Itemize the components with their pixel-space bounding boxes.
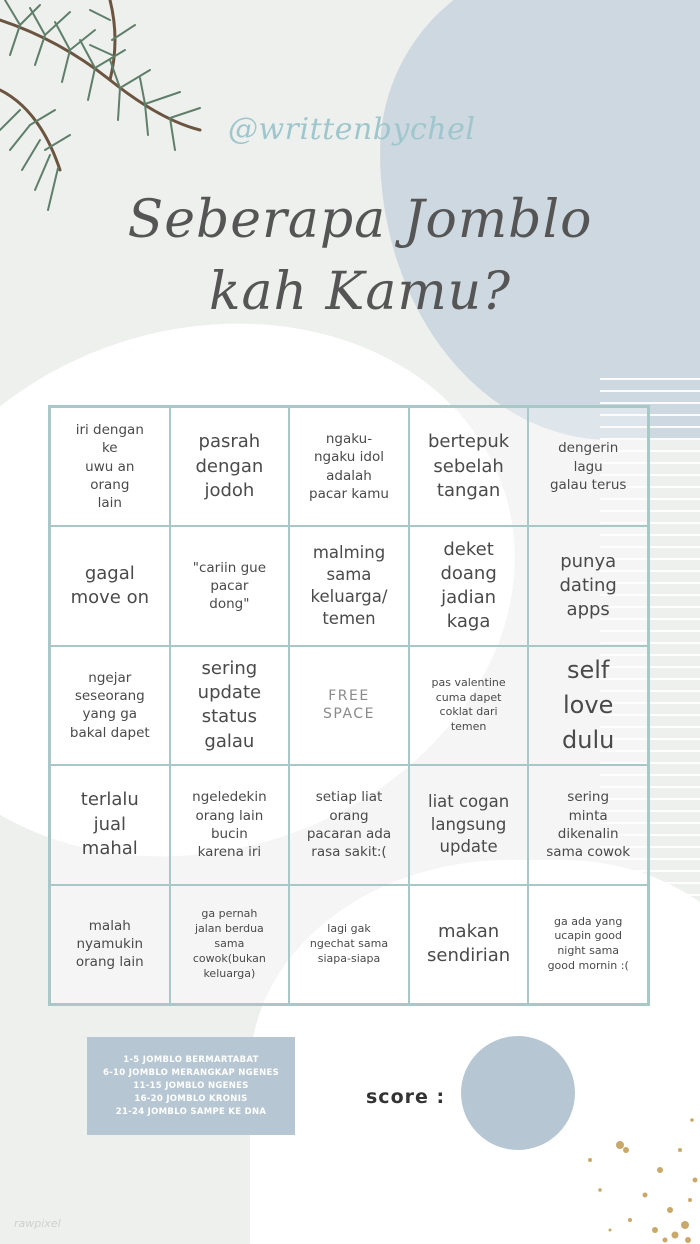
score-circle[interactable]: [461, 1036, 575, 1150]
bingo-cell[interactable]: ga ada yang ucapin good night sama good mornin :(: [528, 885, 648, 1004]
legend-item: 1-5 JOMBLO BERMARTABAT: [123, 1055, 259, 1065]
bingo-cell[interactable]: ngeledekin orang lain bucin karena iri: [170, 765, 290, 884]
legend-item: 16-20 JOMBLO KRONIS: [134, 1094, 248, 1104]
page-title-line-2: kah Kamu?: [208, 262, 512, 322]
bingo-cell[interactable]: iri dengan ke uwu an orang lain: [50, 407, 170, 526]
bingo-cell[interactable]: ga pernah jalan berdua sama cowok(bukan keluarga): [170, 885, 290, 1004]
bingo-cell[interactable]: liat cogan langsung update: [409, 765, 529, 884]
bingo-cell[interactable]: gagal move on: [50, 526, 170, 645]
bingo-cell[interactable]: dengerin lagu galau terus: [528, 407, 648, 526]
bingo-cell[interactable]: pas valentine cuma dapet coklat dari temen: [409, 646, 529, 765]
bingo-cell[interactable]: sering update status galau: [170, 646, 290, 765]
bingo-cell[interactable]: pasrah dengan jodoh: [170, 407, 290, 526]
gold-glitter-decoration: [560, 1100, 700, 1244]
bingo-cell[interactable]: sering minta dikenalin sama cowok: [528, 765, 648, 884]
legend-item: 21-24 JOMBLO SAMPE KE DNA: [115, 1107, 267, 1117]
bingo-cell[interactable]: makan sendirian: [409, 885, 529, 1004]
bingo-cell[interactable]: punya dating apps: [528, 526, 648, 645]
bingo-cell[interactable]: deket doang jadian kaga: [409, 526, 529, 645]
bingo-cell[interactable]: terlalu jual mahal: [50, 765, 170, 884]
score-label: score :: [366, 1086, 446, 1108]
bingo-cell[interactable]: ngaku- ngaku idol adalah pacar kamu: [289, 407, 409, 526]
bingo-cell[interactable]: malming sama keluarga/ temen: [289, 526, 409, 645]
author-handle: @writtenbychel: [228, 112, 476, 147]
bingo-cell[interactable]: setiap liat orang pacaran ada rasa sakit:(: [289, 765, 409, 884]
bingo-cell[interactable]: bertepuk sebelah tangan: [409, 407, 529, 526]
legend-item: 6-10 JOMBLO MERANGKAP NGENES: [102, 1068, 280, 1078]
score-legend: [87, 1037, 295, 1135]
bingo-cell[interactable]: self love dulu: [528, 646, 648, 765]
bingo-cell[interactable]: ngejar seseorang yang ga bakal dapet: [50, 646, 170, 765]
bingo-grid: [48, 405, 650, 1006]
free-space-cell[interactable]: FREE SPACE: [289, 646, 409, 765]
bingo-cell[interactable]: "cariin gue pacar dong": [170, 526, 290, 645]
bingo-cell[interactable]: malah nyamukin orang lain: [50, 885, 170, 1004]
rawpixel-watermark: rawpixel: [14, 1217, 61, 1230]
legend-item: 11-15 JOMBLO NGENES: [133, 1081, 249, 1091]
bingo-cell[interactable]: lagi gak ngechat sama siapa-siapa: [289, 885, 409, 1004]
page-title-line-1: Seberapa Jomblo: [127, 190, 593, 250]
